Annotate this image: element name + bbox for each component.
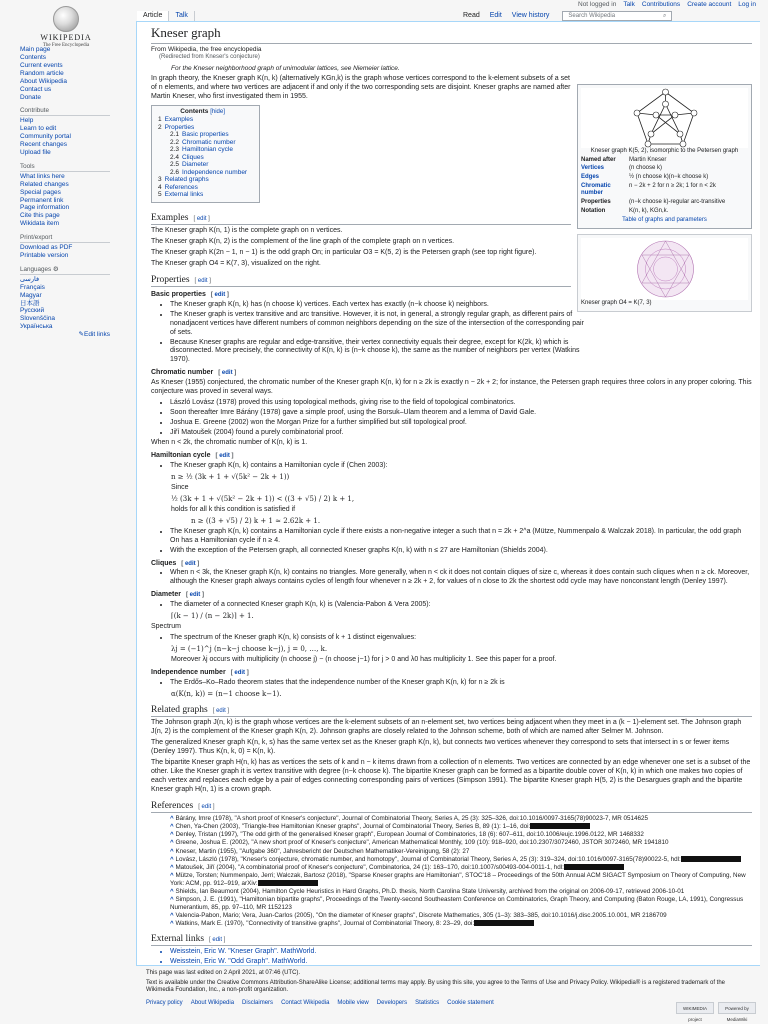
sidebar-link[interactable]: Page information [20, 204, 70, 212]
reference-item [170, 848, 752, 856]
toc-label: Properties [164, 123, 195, 131]
infobox-key: Properties [581, 199, 611, 206]
footer-link[interactable]: Statistics [415, 1000, 440, 1007]
toc-hide-toggle[interactable]: [hide] [210, 108, 225, 115]
edit-section-link[interactable]: [ edit ] [218, 370, 237, 377]
contribute-heading: Contribute [20, 107, 110, 116]
figure-caption: Kneser graph O4 = K(7, 3) [581, 300, 652, 306]
heading-label: External links [151, 933, 205, 944]
talk-link[interactable]: Talk [623, 1, 635, 8]
wikimedia-badge[interactable]: WIKIMEDIA project [676, 1002, 714, 1014]
toc-label: References [164, 183, 198, 191]
footer-link[interactable]: Mobile view [337, 1000, 369, 1007]
infobox-row [581, 165, 748, 173]
infobox-row [581, 174, 748, 182]
edit-section-link[interactable]: [ edit ] [193, 215, 210, 222]
infobox-row [581, 183, 748, 198]
heading-diameter [151, 591, 752, 600]
print-heading: Print/export [20, 234, 110, 243]
sidebar-link[interactable]: Random article [20, 69, 64, 77]
create-account-link[interactable]: Create account [687, 1, 732, 8]
toc-title: Contents [180, 107, 209, 115]
footer-link[interactable]: Contact Wikipedia [281, 1000, 330, 1007]
sidebar-print [20, 234, 122, 260]
globe-icon [53, 6, 79, 32]
login-link[interactable]: Log in [738, 1, 756, 8]
search-icon[interactable]: ⌕ [663, 13, 667, 19]
redirect-note: (Redirected from Kneser's conjecture) [159, 53, 260, 60]
not-logged-in: Not logged in [578, 1, 617, 8]
footer-link[interactable]: About Wikipedia [190, 1000, 235, 1007]
view-tabs [458, 11, 672, 21]
reference-item [170, 839, 752, 847]
toc-number: 1 [158, 116, 162, 124]
toc-item[interactable] [158, 169, 247, 176]
reference-text: Lovász, László (1978), "Kneser's conjecture, chromatic number, and homotopy", Journal of Combinatorial Theory, Series A, 25 (3): 319–324, doi:10.1016/0097-3165(78)90022-5, hdl: [175, 855, 681, 863]
edit-label: edit [201, 803, 212, 810]
table-of-contents [151, 105, 260, 203]
toc-item[interactable] [158, 124, 247, 131]
edit-label: edit [196, 215, 207, 222]
sidebar-link[interactable]: Special pages [20, 188, 61, 196]
heading-label: Basic properties [151, 290, 206, 298]
edit-label: edit [221, 370, 233, 377]
toc-item[interactable] [158, 116, 247, 123]
external-link[interactable]: • Weisstein, Eric W. "Odd Graph". MathWorld. [170, 958, 752, 966]
backlink-caret-icon[interactable]: ^ [170, 896, 176, 904]
tab-read[interactable]: Read [463, 12, 480, 19]
backlink-caret-icon[interactable]: ^ [170, 814, 176, 822]
redacted-block [681, 856, 741, 862]
infobox-footer-link[interactable]: Table of graphs and parameters [622, 217, 707, 224]
namespace-tabs [137, 11, 195, 21]
odd-graph-drawing [581, 238, 750, 300]
toc-number: 2.1 [170, 131, 180, 139]
backlink-caret-icon[interactable]: ^ [170, 839, 176, 847]
infobox-value: Martin Kneser [629, 156, 667, 163]
list-item: • The spectrum of the Kneser graph K(n, k) consists of k + 1 distinct eigenvalues: [170, 634, 752, 643]
sidebar-contribute [20, 107, 122, 156]
edit-section-link[interactable]: [ edit ] [230, 670, 249, 677]
sidebar-navigation [20, 46, 122, 101]
heading-label: Properties [151, 274, 190, 285]
sidebar-link[interactable]: Recent changes [20, 141, 67, 149]
toc-number: 2.5 [170, 161, 180, 169]
heading-label: Hamiltonian cycle [151, 451, 211, 459]
sidebar-tools [20, 163, 122, 228]
sidebar [20, 46, 122, 345]
footer-link[interactable]: Disclaimers [242, 1000, 274, 1007]
list-item: • The Kneser graph is vertex transitive and arc transitive. However, it is not, in general, a strongly regular graph, as different pairs of nonadjacent vertices have different numbers of common neighbors depending on the size of the intersection of the corresponding pair of sets. [170, 311, 590, 338]
license-text: Text is available under the Creative Commons Attribution-ShareAlike License; additional terms may apply. By using this site, you agree to the Terms of Use and Privacy Policy. Wikipedia® is a registered trademark of the Wikimedia Foundation, Inc., a non-profit organization. [146, 979, 726, 994]
edit-section-link[interactable]: [ edit ] [212, 707, 230, 714]
reference-item [170, 823, 752, 831]
toc-label: Chromatic number [182, 138, 236, 146]
heading-label: Examples [151, 212, 189, 223]
list-item: • When n < 3k, the Kneser graph K(n, k) contains no triangles. More generally, when n < ck it does not contain cliques of size c, whereas it does contain such cliques when n ≥ ck. Moreover, although the Kneser graph always contains cycles of length four whenever n ≥ 2k + 2, for values of n close to 2k the shortest odd cycle may have nonconstant length (Denley 1997). [170, 569, 752, 587]
list-item: • Jiří Matoušek (2004) found a purely combinatorial proof. [170, 429, 752, 438]
edit-label: edit [197, 277, 208, 284]
sidebar-languages [20, 266, 122, 339]
reference-text: Matoušek, Jiří (2004), "A combinatorial proof of Kneser's conjecture", Combinatorica, 24 (1): 163–170, doi:10.1007/s00493-004-0011-1, hdl: [175, 863, 564, 871]
infobox-value: n − 2k + 2 for n ≥ 2k; 1 for n < 2k [629, 182, 716, 189]
sidebar-link[interactable]: About Wikipedia [20, 77, 67, 85]
redacted-block [530, 823, 590, 829]
languages-label: Languages [20, 265, 52, 273]
spectrum-paragraph: Moreover λj occurs with multiplicity (n choose j) − (n choose j−1) for j > 0 and λ0 has multiplicity 1. See this paper for a proof. [171, 656, 557, 664]
examples-paragraph: The Kneser graph K(n, 2) is the complement of the line graph of the complete graph on n vertices. [151, 237, 455, 245]
math-formula: ⌈(k − 1) / (n − 2k)⌉ + 1. [171, 612, 254, 621]
heading-label: Cliques [151, 559, 177, 567]
toc-label: Related graphs [164, 176, 209, 184]
personal-tools [578, 1, 756, 9]
reference-item [170, 888, 752, 896]
toc-label: Cliques [182, 153, 204, 161]
reference-item [170, 864, 752, 872]
examples-paragraph: The Kneser graph K(2n − 1, n − 1) is the odd graph On; in particular O3 = K(5, 2) is the Petersen graph (see top right figure). [151, 248, 537, 256]
edit-section-link[interactable]: [ edit ] [215, 452, 234, 459]
hatnote: For the Kneser neighborhood graph of unimodular lattices, see Niemeier lattice. [171, 64, 400, 72]
search-placeholder: Search Wikipedia [568, 13, 616, 19]
infobox-value: K(n, k), KGn,k. [629, 207, 669, 214]
site-sub: From Wikipedia, the free encyclopedia [151, 45, 262, 53]
reference-text: Kneser, Martin (1955), "Aufgabe 360", Jahresbericht der Deutschen Mathematiker-Vereinigung, 58 (2): 27 [175, 847, 470, 855]
toc-label: Diameter [182, 161, 209, 169]
search-input[interactable] [562, 11, 672, 21]
reference-text: Bárány, Imre (1978), "A short proof of Kneser's conjecture", Journal of Combinatorial Theory, Series A, 25 (3): 325–326, doi:10.1016/0097-3165(78)90023-7, MR 0514625 [175, 814, 649, 822]
infobox-value: (n−k choose k)-regular arc-transitive [629, 199, 726, 206]
heading-label: Related graphs [151, 704, 208, 715]
examples-paragraph: The Kneser graph O4 = K(7, 3), visualized on the right. [151, 259, 321, 267]
edit-section-link[interactable]: [ edit ] [198, 803, 215, 810]
list-item: • The diameter of a connected Kneser graph K(n, k) is (Valencia-Pabon & Vera 2005): [170, 601, 752, 610]
sidebar-link[interactable]: Main page [20, 46, 51, 53]
edit-section-link[interactable]: [ edit ] [185, 592, 204, 599]
toc-item[interactable] [158, 146, 247, 153]
reference-text: Valencia-Pabon, Mario; Vera, Juan-Carlos (2005), "On the diameter of Kneser graphs", Discrete Mathematics, 305 (1–3): 383–385, doi:10.1016/j.disc.2005.10.001, MR 2186709 [175, 911, 667, 919]
infobox-row [581, 199, 748, 207]
tab-view-history[interactable]: View history [511, 12, 550, 19]
sidebar-link[interactable]: Current events [20, 61, 63, 69]
sidebar-link[interactable]: Permanent link [20, 196, 64, 204]
edit-label: edit [189, 592, 201, 599]
reference-text: Watkins, Mark E. (1970), "Connectivity of transitive graphs", Journal of Combinatorial Theory, 8: 23–29, doi: [175, 920, 475, 928]
pencil-icon: ✎ [78, 331, 84, 339]
toc-number: 2.2 [170, 138, 180, 146]
math-formula: λj = (−1)^j (n−k−j choose k−j), j = 0, …, k. [171, 645, 328, 654]
reference-text: Mütze, Torsten; Nummenpalo, Jerri; Walczak, Bartosz (2018), "Sparse Kneser graphs are Hamiltonian", STOC'18 – Proceedings of the 50th Annual ACM SIGACT Symposium on Theory of Computing, New York: ACM, pp. 912–919, arXiv: [170, 872, 746, 887]
footer-link[interactable]: Privacy policy [146, 1000, 183, 1007]
sidebar-link[interactable]: Wikidata item [20, 220, 60, 228]
math-formula: ½ (3k + 1 + √(5k² − 2k + 1)) < ((3 + √5) / 2) k + 1, [171, 494, 355, 503]
edit-section-link[interactable]: [ edit ] [194, 277, 211, 284]
contributions-link[interactable]: Contributions [641, 1, 681, 8]
sidebar-link[interactable]: Learn to edit [20, 125, 57, 133]
toc-label: Independence number [182, 168, 248, 176]
footer-link[interactable]: Cookie statement [447, 1000, 494, 1007]
page-footer [146, 970, 756, 1022]
edit-links-label: Edit links [83, 331, 110, 339]
edit-section-link[interactable]: [ edit ] [209, 936, 226, 943]
chromatic-end: When n < 2k, the chromatic number of K(n, k) is 1. [151, 439, 308, 447]
infobox-key: Chromatic number [581, 182, 611, 197]
petersen-graph-drawing [581, 88, 750, 148]
backlink-caret-icon[interactable]: ^ [170, 911, 176, 919]
heading-label: References [151, 800, 194, 811]
list-item: • The Erdős–Ko–Rado theorem states that the independence number of the Kneser graph K(n, k) for n ≥ 2k is [170, 679, 752, 688]
backlink-caret-icon[interactable]: ^ [170, 920, 176, 928]
sidebar-link[interactable]: Donate [20, 93, 41, 101]
toc-item[interactable] [158, 131, 247, 138]
toc-number: 3 [158, 176, 162, 184]
odd-graph-image[interactable] [581, 238, 748, 300]
section-references [151, 800, 752, 813]
sidebar-link[interactable]: Related changes [20, 180, 69, 188]
heading-chromatic-number [151, 369, 752, 378]
page-title: Kneser graph [151, 25, 752, 44]
language-link[interactable]: Українська [20, 323, 53, 331]
heading-cliques [151, 560, 752, 569]
infobox-key: Edges [581, 174, 600, 181]
language-link[interactable]: فارسی [20, 275, 40, 283]
reference-item [170, 815, 752, 823]
tab-talk[interactable]: Talk [169, 11, 194, 21]
infobox-row [581, 157, 748, 165]
backlink-caret-icon[interactable]: ^ [170, 887, 176, 895]
reference-item [170, 872, 752, 887]
edit-links[interactable] [20, 331, 110, 339]
sidebar-link[interactable]: Upload file [20, 149, 51, 156]
toc-item[interactable] [158, 154, 247, 161]
language-link[interactable]: 日本語 [20, 299, 40, 307]
section-examples [151, 212, 571, 225]
infobox [577, 84, 752, 229]
since-text: Since [171, 483, 189, 491]
reference-text: Greene, Joshua E. (2002), "A new short proof of Kneser's conjecture", American Mathematical Monthly, 109 (10): 918–920, doi:10.2307/3072460, JSTOR 3072460, MR 1941810 [175, 839, 669, 847]
infobox-caption: Kneser graph K(5, 2), isomorphic to the Petersen graph [590, 148, 739, 154]
reference-item [170, 912, 752, 920]
edit-label: edit [219, 452, 230, 459]
sidebar-link[interactable]: Cite this page [20, 212, 60, 220]
toc-item[interactable] [158, 161, 247, 168]
heading-independence-number [151, 669, 752, 678]
math-formula: n ≥ ½ (3k + 1 + √(5k² − 2k + 1)) [171, 472, 290, 481]
backlink-caret-icon[interactable]: ^ [170, 872, 176, 880]
redacted-block [564, 864, 624, 870]
infobox-key: Named after [581, 156, 616, 163]
list-item: • The Kneser graph K(n, k) contains a Hamiltonian cycle if (Chen 2003): [170, 462, 752, 471]
mediawiki-badge[interactable]: Powered by MediaWiki [718, 1002, 756, 1014]
sidebar-link[interactable]: Community portal [20, 133, 71, 141]
list-item: • Soon thereafter Imre Bárány (1978) gave a simple proof, using the Borsuk–Ulam theorem and a lemma of David Gale. [170, 409, 752, 418]
list-item: • The Kneser graph K(n, k) contains a Hamiltonian cycle if there exists a non-negative integer a such that n = 2k + 2^a (Mütze, Nummenpalo & Walczak 2018). In particular, the odd graph On has a Hamiltonian cycle if n ≥ 4. [170, 528, 752, 546]
infobox-key: Vertices [581, 165, 605, 172]
infobox-row [581, 208, 748, 216]
reference-text: Denley, Tristan (1997), "The odd girth of the generalised Kneser graph", European Journal of Combinatorics, 18 (6): 607–611, doi:10.1006/eujc.1996.0122, MR 1468332 [175, 831, 644, 839]
language-link[interactable]: Français [20, 283, 45, 291]
reference-item [170, 831, 752, 839]
reference-text: Simpson, J. E. (1991), "Hamiltonian bipartite graphs", Proceedings of the Twenty-second Southeastern Conference on Combinatorics, Graph Theory, and Computing (Baton Rouge, LA, 1991), Congressus Numerantium, 85, pp. 97–110, MR 1152123 [170, 896, 744, 911]
footer-link[interactable]: Developers [376, 1000, 408, 1007]
toc-item[interactable] [158, 176, 247, 183]
list-item: • László Lovász (1978) proved this using topological methods, giving rise to the field of topological combinatorics. [170, 399, 752, 408]
external-link[interactable]: • Weisstein, Eric W. "Kneser Graph". MathWorld. [170, 948, 752, 957]
languages-heading [20, 266, 110, 275]
tab-edit[interactable]: Edit [489, 12, 502, 19]
heading-label: Diameter [151, 591, 181, 599]
list-item: • Because Kneser graphs are regular and edge-transitive, their vertex connectivity equals their degree, except for K(2k, k) which is disconnected. More precisely, the connectivity of K(n, k) is (n−k choose k), the same as the number of neighbors per vertex (Watkins 1970). [170, 339, 590, 366]
edit-label: edit [216, 707, 226, 714]
reference-item [170, 856, 752, 864]
sidebar-link[interactable]: Printable version [20, 252, 69, 260]
sidebar-link[interactable]: Help [20, 117, 34, 125]
logo-wordmark: WIKIPEDIA [40, 33, 92, 42]
edit-label: edit [234, 670, 246, 677]
sidebar-link[interactable]: What links here [20, 172, 65, 180]
language-link[interactable]: Slovenščina [20, 315, 56, 323]
edit-label: edit [184, 560, 196, 567]
sidebar-link[interactable]: Contact us [20, 85, 52, 93]
language-link[interactable]: Magyar [20, 291, 42, 299]
tab-article[interactable]: Article [137, 11, 169, 21]
backlink-caret-icon[interactable]: ^ [170, 847, 176, 855]
reference-item [170, 920, 752, 928]
backlink-caret-icon[interactable]: ^ [170, 831, 176, 839]
toc-number: 4 [158, 183, 162, 191]
wikipedia-logo[interactable] [18, 6, 114, 49]
gear-icon[interactable]: ⚙ [52, 265, 59, 273]
backlink-caret-icon[interactable]: ^ [170, 863, 176, 871]
heading-label: Chromatic number [151, 369, 214, 377]
toc-item[interactable] [158, 139, 247, 146]
list-item: • The Kneser graph K(n, k) has (n choose k) vertices. Each vertex has exactly (n−k choose k) neighbors. [170, 301, 590, 310]
article-content [136, 21, 760, 966]
related-paragraph: The Johnson graph J(n, k) is the graph whose vertices are the k-element subsets of an n-element set, two vertices being adjacent when they meet in a (k − 1)-element set. The Johnson graph J(n, 2) is the complement of the Kneser graph K(n, 2). Johnson graphs are closely related to the Johnson scheme, both of which are named after Selmer M. Johnson. [151, 719, 742, 736]
last-edited: This page was last edited on 2 April 2021, at 07:46 (UTC). [146, 970, 301, 976]
toc-number: 2 [158, 123, 162, 131]
toc-item[interactable] [158, 191, 247, 198]
tools-heading: Tools [20, 163, 110, 172]
chromatic-paragraph: As Kneser (1955) conjectured, the chromatic number of the Kneser graph K(n, k) for n ≥ 2k is exactly n − 2k + 2; for instance, the Petersen graph requires three colors in any proper coloring. This conjecture was proved in several ways. [151, 379, 752, 396]
list-item: • With the exception of the Petersen graph, all connected Kneser graphs K(n, k) with n ≤ 27 are Hamiltonian (Shields 2004). [170, 547, 752, 556]
infobox-value: ½ (n choose k)(n−k choose k) [629, 174, 709, 181]
list-item: • Joshua E. Greene (2002) won the Morgan Prize for a further simplified but still topological proof. [170, 419, 752, 428]
toc-number: 2.3 [170, 146, 180, 154]
section-related-graphs [151, 704, 752, 717]
redacted-block [258, 880, 318, 886]
petersen-graph-image[interactable] [581, 88, 748, 148]
holds-text: holds for all k this condition is satisfied if [171, 505, 296, 513]
heading-hamiltonian-cycle [151, 452, 752, 461]
edit-label: edit [212, 936, 223, 943]
related-paragraph: The generalized Kneser graph K(n, k, s) has the same vertex set as the Kneser graph K(n, k), but connects two vertices whenever they correspond to sets that intersect in s or fewer items (Denley 1997). Thus K(n, k, 0) = K(n, k). [151, 738, 730, 755]
reference-text: Chen, Ya-Chen (2003), "Triangle-free Hamiltonian Kneser graphs", Journal of Combinatorial Theory, Series B, 89 (1): 1–16, doi: [175, 823, 531, 831]
spectrum-label: Spectrum [151, 623, 181, 631]
odd-graph-figure [577, 234, 752, 312]
infobox-key: Notation [581, 207, 606, 214]
backlink-caret-icon[interactable]: ^ [170, 855, 176, 863]
toc-number: 5 [158, 191, 162, 199]
toc-label: Basic properties [182, 131, 229, 139]
toc-label: Examples [164, 116, 194, 124]
toc-label: External links [164, 191, 204, 199]
toc-number: 2.4 [170, 153, 180, 161]
language-link[interactable]: Русский [20, 307, 45, 315]
edit-section-link[interactable]: [ edit ] [210, 291, 229, 298]
reference-text: Shields, Ian Beaumont (2004), Hamilton Cycle Heuristics in Hard Graphs, Ph.D. thesis, North Carolina State University, archived from the original on 2006-09-17, retrieved 2006-10-01 [175, 887, 685, 895]
toc-item[interactable] [158, 184, 247, 191]
math-formula: n ≥ ((3 + √5) / 2) k + 1 ≈ 2.62k + 1. [191, 516, 321, 525]
section-properties [151, 274, 571, 287]
heading-label: Independence number [151, 669, 226, 677]
logo-tagline: The Free Encyclopedia [42, 43, 90, 49]
edit-section-link[interactable]: [ edit ] [181, 560, 200, 567]
math-formula: α(K(n, k)) = (n−1 choose k−1). [171, 689, 282, 698]
sidebar-link[interactable]: Download as PDF [20, 244, 73, 252]
intro-paragraph: In graph theory, the Kneser graph K(n, k) (alternatively KGn,k) is the graph whose vertices correspond to the k-element subsets of a set of n elements, and where two vertices are adjacent if and only if the two corresponding sets are disjoint. Kneser graphs are named after Martin Kneser, who first investigated them in 1955. [151, 74, 571, 100]
examples-paragraph: The Kneser graph K(n, 1) is the complete graph on n vertices. [151, 226, 343, 234]
reference-item [170, 896, 752, 911]
sidebar-link[interactable]: Contents [20, 53, 47, 61]
infobox-value: (n choose k) [629, 165, 663, 172]
toc-label: Hamiltonian cycle [182, 146, 233, 154]
section-external-links [151, 933, 752, 946]
backlink-caret-icon[interactable]: ^ [170, 823, 176, 831]
toc-number: 2.6 [170, 168, 180, 176]
related-paragraph: The bipartite Kneser graph H(n, k) has as vertices the sets of k and n − k items drawn from a collection of n elements. Two vertices are connected by an edge whenever one set is a subset of the other. Like the Kneser graph it is vertex transitive with degree (n−k choose k). The bipartite Kneser graph can be formed as a bipartite double cover of K(n, k) in which one makes two copies of each vertex and replaces each edge by a pair of edges connecting corresponding pairs of vertices (Simpson 1991). The bipartite Kneser graph H(5, 2) is the Desargues graph and the bipartite Kneser graph H(n, 1) is a crown graph. [151, 758, 751, 793]
redacted-block [474, 920, 534, 926]
edit-label: edit [214, 291, 226, 298]
